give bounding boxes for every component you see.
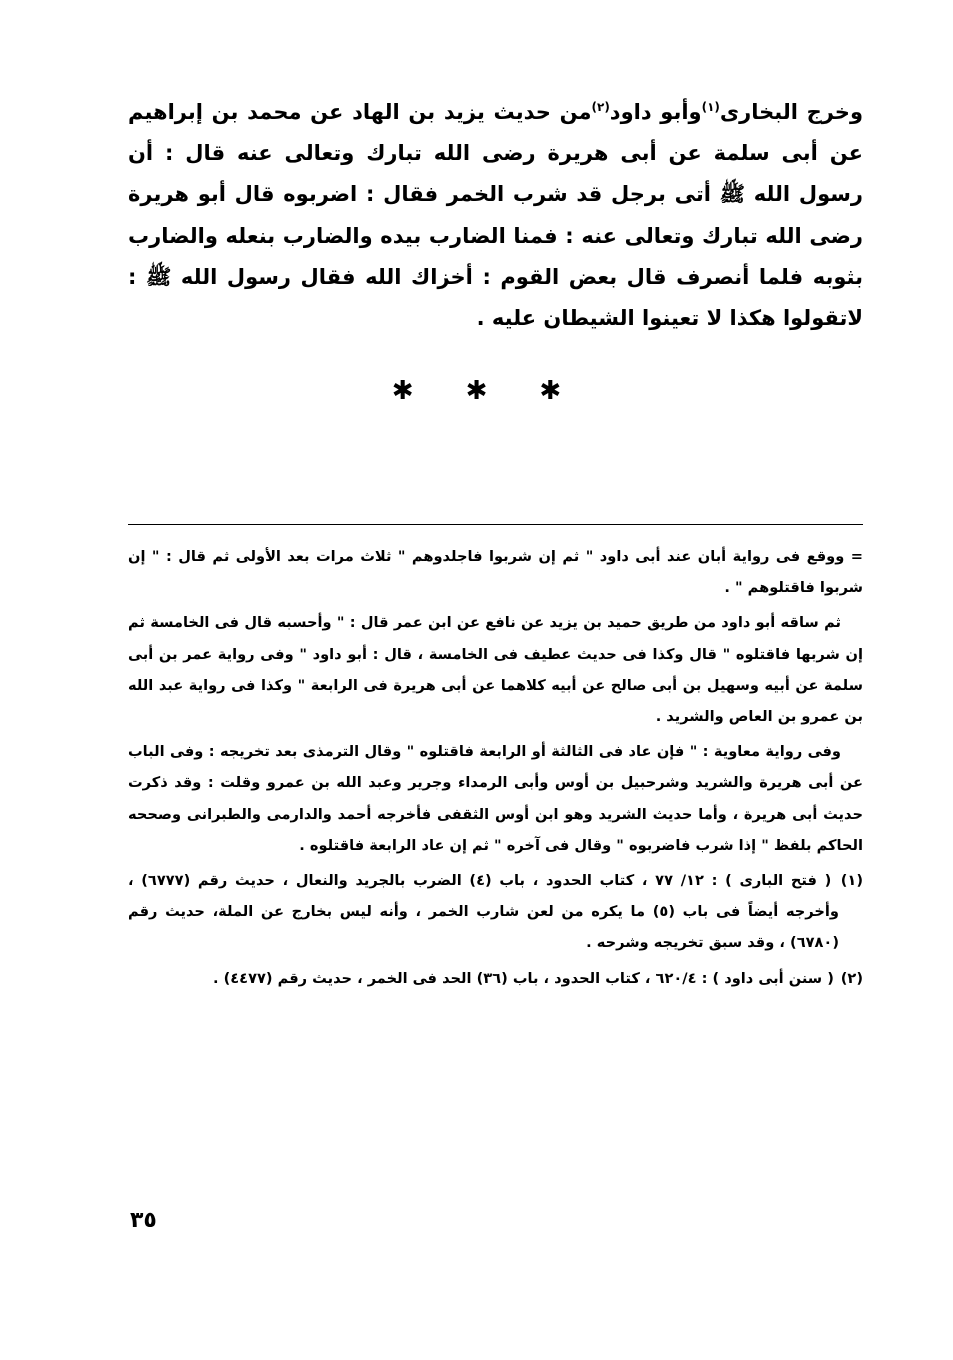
footnote-2-text: ( سنن أبى داود ) : ٦٢٠/٤ ، كتاب الحدود ، باب (٣٦) الحد فى الخمر ، حديث رقم (٤٤٧٧) .	[212, 969, 834, 987]
footnote-2-mark: (٢)	[840, 969, 863, 987]
section-separator	[0, 376, 953, 406]
asterisk-icon: ✱	[465, 376, 488, 406]
footnote-1	[128, 865, 863, 959]
asterisk-icon: ✱	[539, 376, 562, 406]
footnote-continuation-1: = ووقع فى رواية أبان عند أبى داود " ثم إن شربوا فاجلدوهم " ثلاث مرات بعد الأولى ثم قال : " إن شربوا فاقتلوهم " .	[128, 548, 863, 597]
footnote-1-mark: (١)	[840, 872, 863, 890]
footnote-ref-2: (٢)	[591, 100, 610, 114]
footnote-continuation-3: وفى رواية معاوية : " فإن عاد فى الثالثة أو الرابعة فاقتلوه " وقال الترمذى بعد تخريجه : وفى الباب عن أبى هريرة والشريد وشرحبيل بن أوس وأبى الرمداء وجرير وعبد الله بن عمرو وقلت : وقد ذكرت حديث أبى هريرة ، وأما حديث الشريد وهو ابن أوس الثقفى فأخرجه أحمد والدارمى والطبرانى وصححه الحاكم بلفظ " إذا شرب فاضربوه " وقال فى آخره " ثم إن عاد الرابعة فاقتلوه .	[128, 743, 863, 854]
main-text-part-1: وخرج البخارى	[719, 100, 863, 124]
asterisk-icon: ✱	[391, 376, 414, 406]
footnote-ref-1: (١)	[701, 100, 720, 114]
footnote-1-text: ( فتح البارى ) : ١٢/ ٧٧ ، كتاب الحدود ، باب (٤) الضرب بالجريد والنعال ، حديث رقم (٦٧٧٧) ، وأخرجه أيضاً فى باب (٥) ما يكره من لعن شارب الخمر ، وأنه ليس بخارج عن الملة، حديث رقم (٦٧٨٠) ، وقد سبق تخريجه وشرحه .	[128, 872, 839, 952]
footnote-2	[128, 963, 863, 994]
footnote-continuation-2: ثم ساقه أبو داود من طريق حميد بن يزيد عن نافع عن ابن عمر قال : " وأحسبه قال فى الخامسة ثم إن شربها فاقتلوه " قال وكذا فى حديث عطيف فى الخامسة ، قال : أبو داود " وفى رواية عمر بن أبى سلمة عن أبيه وسهيل بن أبى صالح عن أبيه كلاهما عن أبى هريرة فى الرابعة " وكذا فى رواية عبد الله بن عمرو بن العاص والشريد .	[128, 614, 863, 726]
main-text-part-2: وأبو داود	[609, 100, 702, 124]
footnote-divider	[128, 524, 863, 525]
main-paragraph	[128, 92, 863, 339]
main-text-part-3: من حديث يزيد بن الهاد عن محمد بن إبراهيم عن أبى سلمة عن أبى هريرة رضى الله تبارك وتعالى عنه قال : أن رسول الله ﷺ أتى برجل قد شرب الخمر فقال : اضربوه قال أبو هريرة رضى الله تبارك وتعالى عنه : فمنا الضارب بيده والضارب بنعله والضارب بثوبه فلما أنصرف قال بعض القوم : أخزاك الله فقال رسول الله ﷺ : لاتقولوا هكذا لا تعينوا الشيطان عليه .	[128, 100, 863, 331]
page-number: ٣٥	[130, 1208, 157, 1233]
footnotes-section	[128, 541, 863, 998]
